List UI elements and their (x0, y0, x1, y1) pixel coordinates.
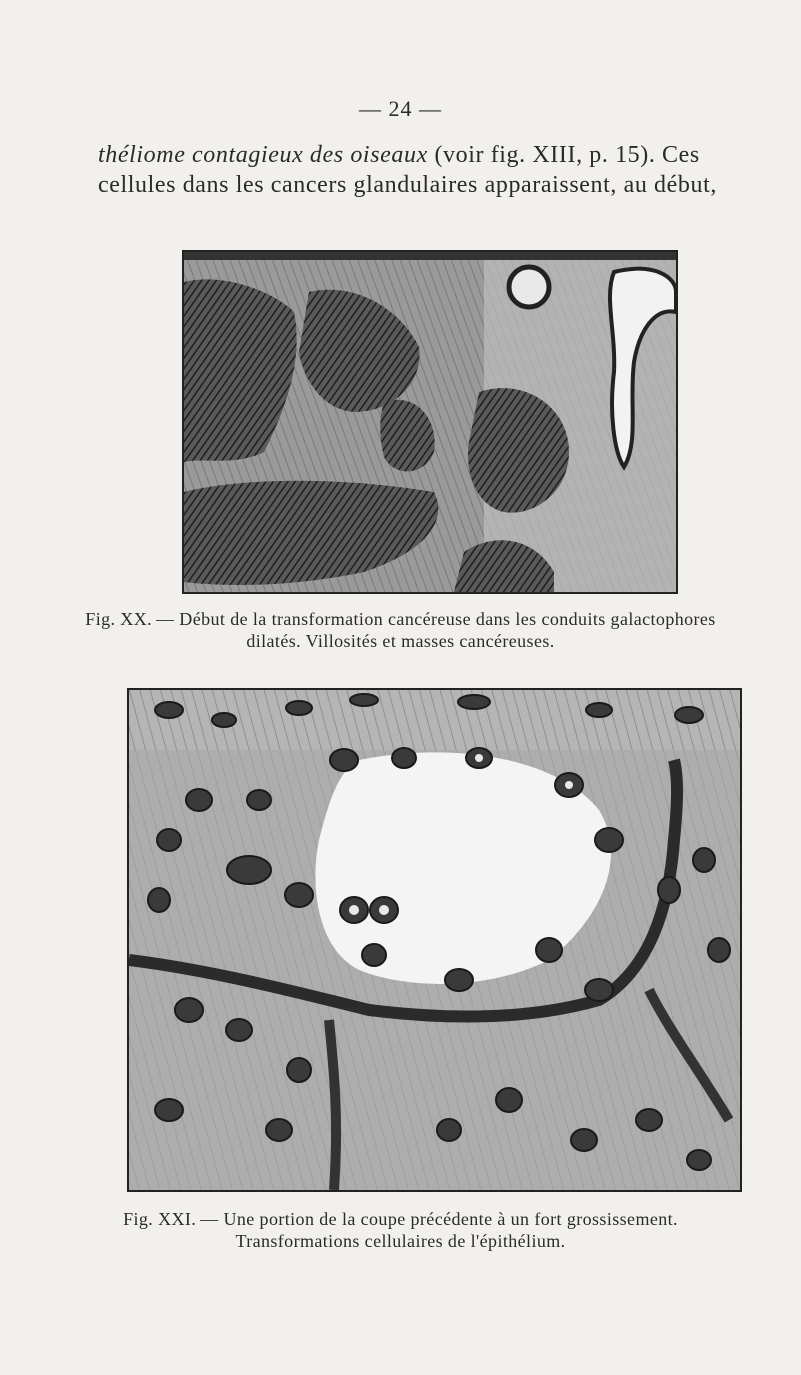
figure-xxi-caption-line-1 (0, 1208, 801, 1230)
paragraph-line-2: cellules dans les cancers glandulaires apparaissent, au début, (98, 172, 717, 198)
figure-xx-caption-line-1 (0, 608, 801, 630)
paragraph-line-1-rest: (voir fig. XIII, p. 15). Ces (427, 142, 700, 168)
figure-xx-caption-text: — Début de la transformation cancéreuse dans les conduits galactophores (156, 609, 716, 629)
paragraph-line-1 (98, 140, 758, 170)
figure-xx-label: Fig. XX. (85, 609, 152, 629)
figure-xxi-label: Fig. XXI. (123, 1209, 197, 1229)
micrograph-high-magnification (129, 690, 740, 1190)
micrograph-low-magnification (184, 252, 676, 592)
figure-xx-caption (0, 608, 801, 652)
body-paragraph (98, 140, 758, 200)
figure-xx-micrograph (182, 250, 678, 594)
figure-xxi-micrograph (127, 688, 742, 1192)
paragraph-italic-term: théliome contagieux des oiseaux (98, 142, 428, 168)
figure-xxi-caption-line-2: Transformations cellulaires de l'épithélium. (235, 1231, 566, 1251)
figure-xxi-caption (0, 1208, 801, 1252)
figure-xx-caption-line-2: dilatés. Villosités et masses cancéreuses. (246, 631, 555, 651)
figure-xxi-caption-text: — Une portion de la coupe précédente à un fort grossissement. (200, 1209, 678, 1229)
page-number: — 24 — (359, 96, 442, 121)
